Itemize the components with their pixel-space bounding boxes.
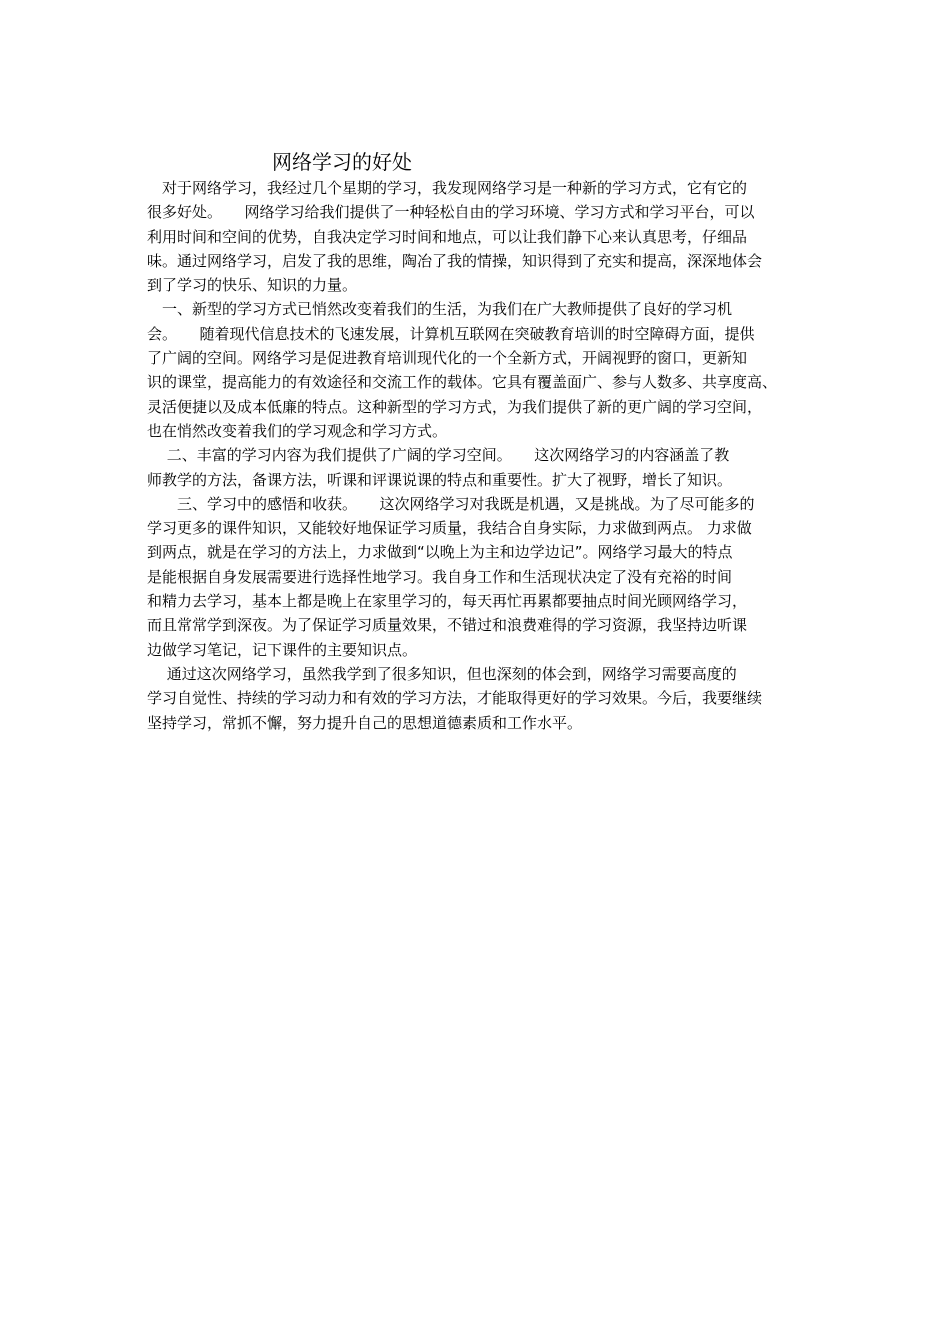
document-body [147, 176, 817, 735]
paragraph-section-3 [147, 492, 817, 662]
text-line: 是能根据自身发展需要进行选择性地学习。我自身工作和生活现状决定了没有充裕的时间 [147, 567, 733, 586]
paragraph-conclusion [147, 662, 817, 735]
text-line: 味。通过网络学习，启发了我的思维，陶冶了我的情操，知识得到了充实和提高，深深地体会 [147, 251, 763, 270]
text-line: 学习自觉性、持续的学习动力和有效的学习方法，才能取得更好的学习效果。今后，我要继续 [147, 689, 763, 708]
text-line: 灵活便捷以及成本低廉的特点。这种新型的学习方式，为我们提供了新的更广阔的学习空间， [147, 397, 763, 416]
text-line: 对于网络学习，我经过几个星期的学习，我发现网络学习是一种新的学习方式，它有它的 [147, 179, 748, 197]
text-line: 学习更多的课件知识，又能较好地保证学习质量，我结合自身实际，力求做到两点。 力求做 [147, 519, 752, 538]
text-line: 和精力去学习，基本上都是晚上在家里学习的，每天再忙再累都要抽点时间光顾网络学习， [147, 592, 748, 611]
text-line: 二、丰富的学习内容为我们提供了广阔的学习空间。 这次网络学习的内容涵盖了教 [147, 446, 730, 465]
text-line: 三、学习中的感悟和收获。 这次网络学习对我既是机遇，又是挑战。为了尽可能多的 [147, 494, 755, 513]
text-line: 通过这次网络学习，虽然我学到了很多知识，但也深刻的体会到，网络学习需要高度的 [147, 664, 737, 683]
text-line: 一、新型的学习方式已悄然改变着我们的生活，为我们在广大教师提供了良好的学习机 [147, 300, 733, 319]
text-line: 了广阔的空间。网络学习是促进教育培训现代化的一个全新方式，开阔视野的窗口，更新知 [147, 349, 748, 368]
text-line: 很多好处。 网络学习给我们提供了一种轻松自由的学习环境、学习方式和学习平台，可以 [147, 203, 755, 222]
text-line: 会。 随着现代信息技术的飞速发展，计算机互联网在突破教育培训的时空障碍方面，提供 [147, 324, 755, 343]
text-line: 到两点，就是在学习的方法上，力求做到“以晚上为主和边学边记”。网络学习最大的特点 [147, 543, 733, 562]
text-line: 识的课堂，提高能力的有效途径和交流工作的载体。它具有覆盖面广、参与人数多、共享度高、 [147, 373, 778, 392]
paragraph-section-2 [147, 443, 817, 492]
text-line: 坚持学习，常抓不懈，努力提升自己的思想道德素质和工作水平。 [147, 713, 583, 732]
text-line: 到了学习的快乐、知识的力量。 [147, 276, 358, 295]
text-line: 师教学的方法，备课方法，听课和评课说课的特点和重要性。扩大了视野，增长了知识。 [147, 470, 733, 489]
text-line: 利用时间和空间的优势，自我决定学习时间和地点，可以让我们静下心来认真思考，仔细品 [147, 227, 748, 246]
text-line: 边做学习笔记，记下课件的主要知识点。 [147, 640, 418, 659]
paragraph-section-1 [147, 297, 817, 443]
text-line: 也在悄然改变着我们的学习观念和学习方式。 [147, 421, 448, 440]
paragraph-intro [147, 176, 817, 297]
text-line: 而且常常学到深夜。为了保证学习质量效果，不错过和浪费难得的学习资源，我坚持边听课 [147, 616, 748, 635]
document-title: 网络学习的好处 [272, 150, 412, 174]
